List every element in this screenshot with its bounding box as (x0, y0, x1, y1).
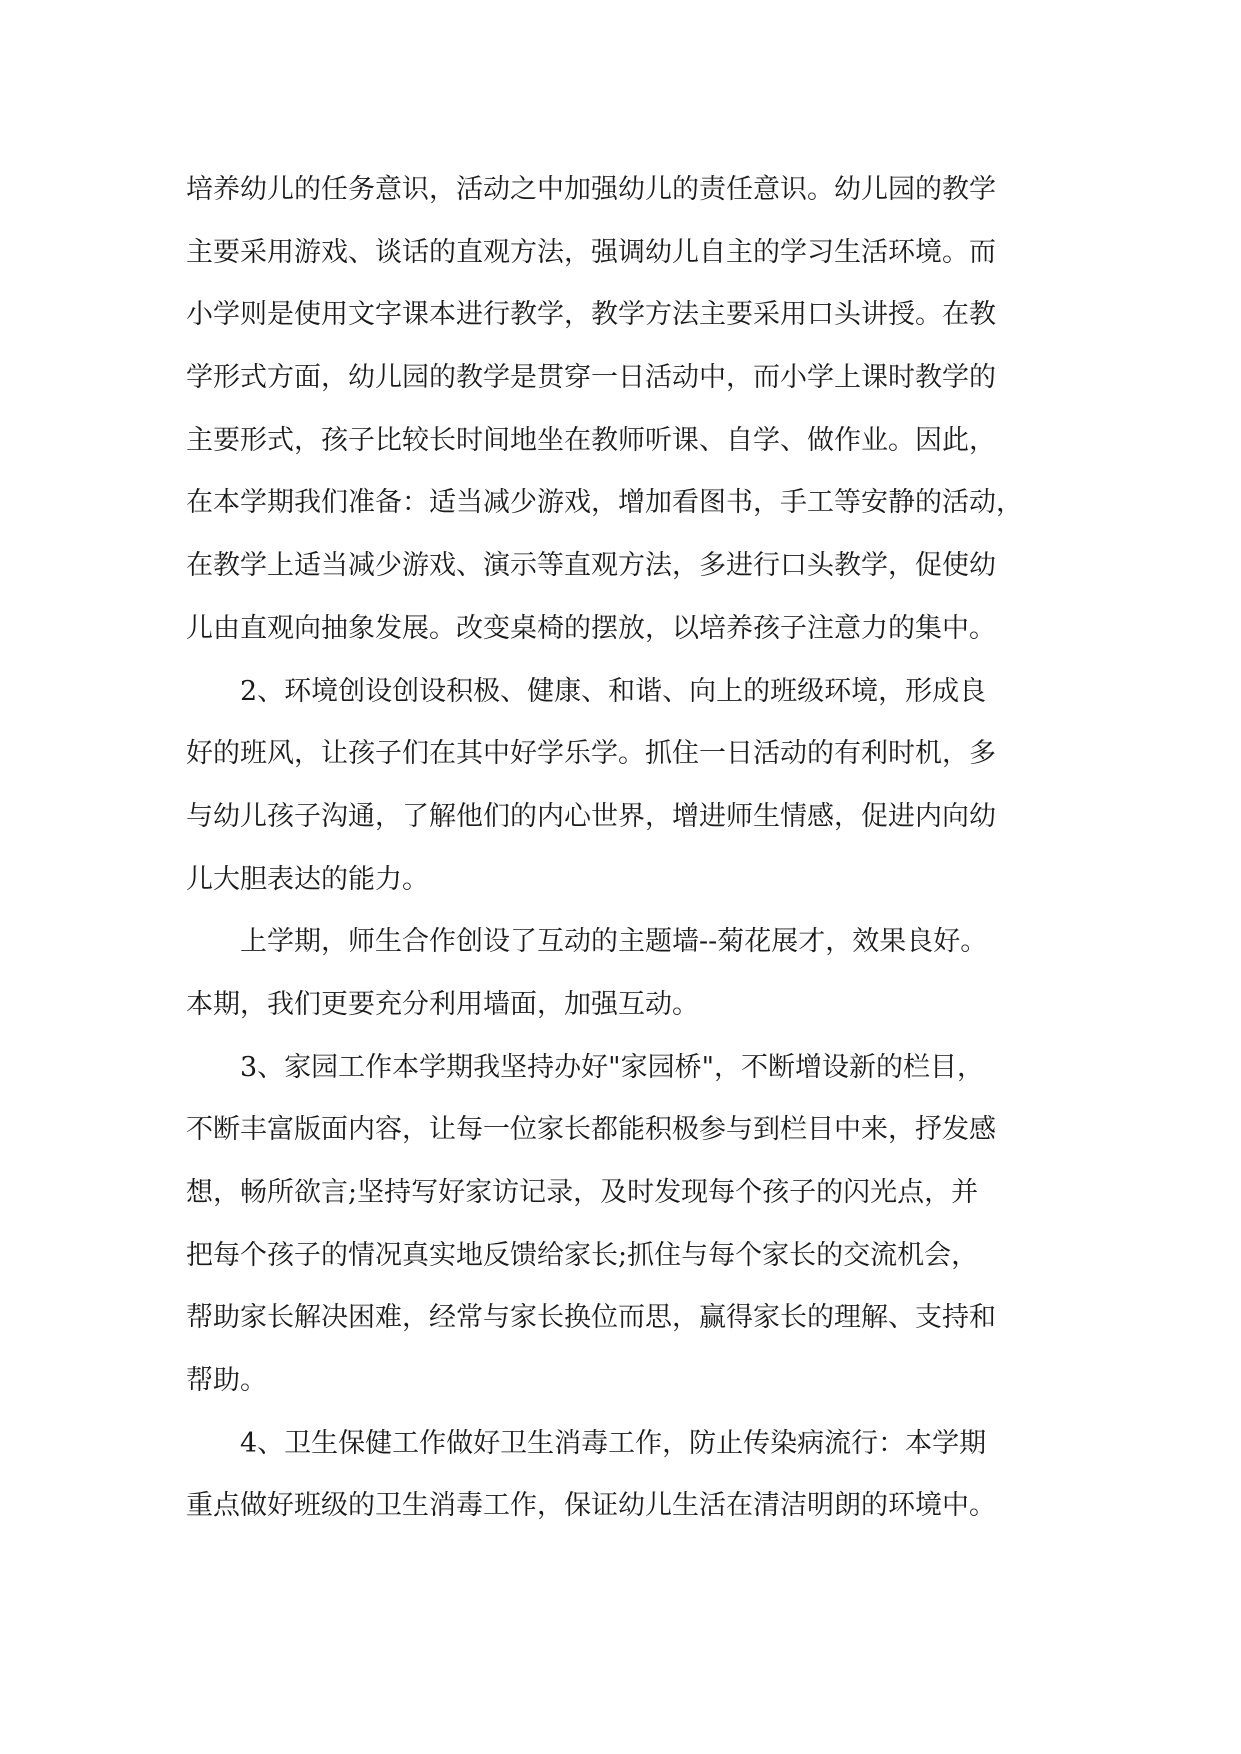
paragraph-start-line: 2、环境创设创设积极、健康、和谐、向上的班级环境，形成良 (240, 675, 987, 707)
text-line: 在教学上适当减少游戏、演示等直观方法，多进行口头教学，促使幼 (186, 550, 996, 582)
text-line: 培养幼儿的任务意识，活动之中加强幼儿的责任意识。幼儿园的教学 (186, 174, 996, 205)
text-line: 帮助。 (186, 1365, 267, 1397)
paragraph-start-line: 3、家园工作本学期我坚持办好"家园桥"，不断增设新的栏目， (240, 1051, 985, 1083)
text-line: 在本学期我们准备：适当减少游戏，增加看图书，手工等安静的活动， (186, 487, 1023, 519)
paragraph-start-line: 上学期，师生合作创设了互动的主题墙--菊花展才，效果良好。 (240, 926, 988, 958)
text-line: 帮助家长解决困难，经常与家长换位而思，赢得家长的理解、支持和 (186, 1302, 996, 1334)
text-line: 主要形式，孩子比较长时间地坐在教师听课、自学、做作业。因此， (186, 424, 996, 456)
text-line: 儿大胆表达的能力。 (186, 863, 429, 895)
text-line: 不断丰富版面内容，让每一位家长都能积极参与到栏目中来，抒发感 (186, 1114, 996, 1146)
text-line: 与幼儿孩子沟通，了解他们的内心世界，增进师生情感，促进内向幼 (186, 800, 996, 832)
paragraph-start-line: 4、卫生保健工作做好卫生消毒工作，防止传染病流行：本学期 (240, 1427, 987, 1459)
text-line: 把每个孩子的情况真实地反馈给家长;抓住与每个家长的交流机会， (186, 1239, 979, 1271)
text-line: 重点做好班级的卫生消毒工作，保证幼儿生活在清洁明朗的环境中。 (186, 1490, 996, 1522)
text-line: 想，畅所欲言;坚持写好家访记录，及时发现每个孩子的闪光点，并 (186, 1177, 979, 1208)
text-line: 学形式方面，幼儿园的教学是贯穿一日活动中，而小学上课时教学的 (186, 362, 996, 394)
text-line: 小学则是使用文字课本进行教学，教学方法主要采用口头讲授。在教 (186, 299, 996, 331)
text-line: 好的班风，让孩子们在其中好学乐学。抓住一日活动的有利时机，多 (186, 738, 996, 770)
text-line: 本期，我们更要充分利用墙面，加强互动。 (186, 988, 699, 1020)
text-line: 主要采用游戏、谈话的直观方法，强调幼儿自主的学习生活环境。而 (186, 236, 996, 268)
text-line: 儿由直观向抽象发展。改变桌椅的摆放，以培养孩子注意力的集中。 (186, 612, 996, 644)
document-body (186, 159, 1066, 1538)
